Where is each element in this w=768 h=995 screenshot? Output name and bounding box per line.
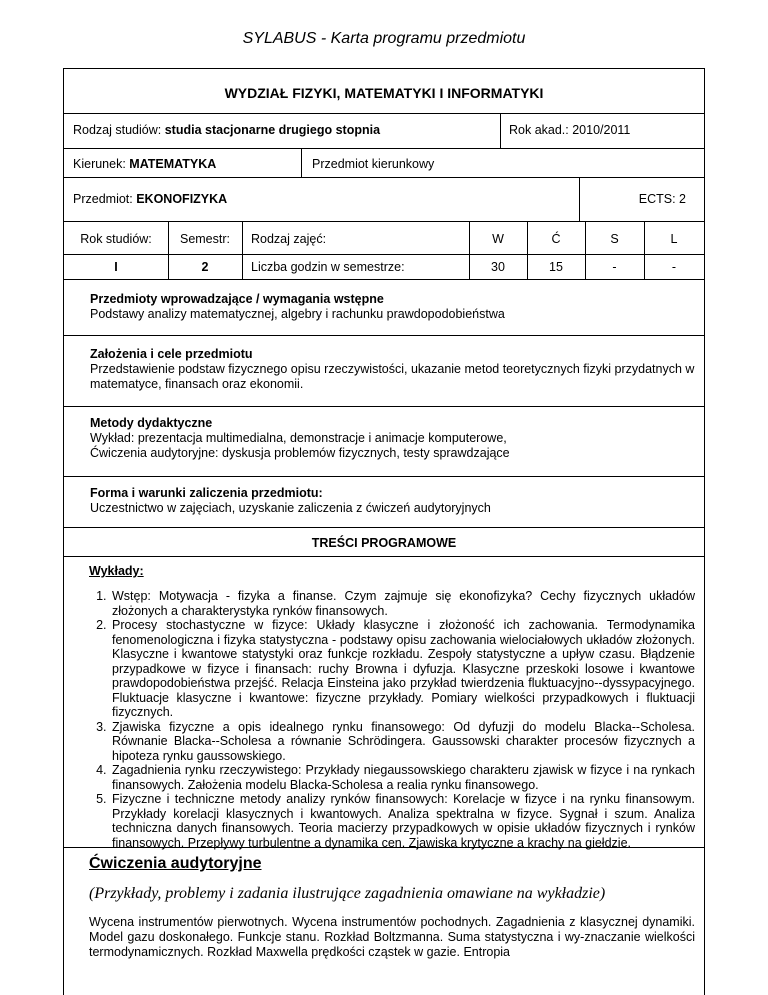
hours-values-row [64,255,704,280]
hours-header-row [64,222,704,255]
faculty-title: WYDZIAŁ FIZYKI, MATEMATYKI I INFORMATYKI [224,85,544,101]
goals-title: Założenia i cele przedmiotu [90,347,253,361]
assessment-text: Uczestnictwo w zajęciach, uzyskanie zaliczenia z ćwiczeń audytoryjnych [90,501,491,515]
content-title: TREŚCI PROGRAMOWE [311,536,457,550]
value-l: - [671,260,677,274]
faculty-row [64,69,704,114]
value-w: 30 [491,260,505,274]
study-type-row [64,113,704,149]
study-type: Rodzaj studiów: studia stacjonarne drugiego stopnia [73,123,381,137]
methods-line-1: Wykład: prezentacja multimedialna, demonstracje i animacje komputerowe, [90,431,507,445]
page-header: SYLABUS - Karta programu przedmiotu [242,30,526,47]
lectures-title: Wykłady: [89,564,144,578]
col-class-type: Rodzaj zajęć: [251,232,327,246]
value-hours-label: Liczba godzin w semestrze: [251,260,405,274]
content-title-row [64,528,704,557]
goals-text: Przedstawienie podstaw fizycznego opisu rzeczywistości, ukazanie metod teoretycznych fizyki przydatnych w matematyce, finansach oraz ekonomii. [90,362,695,391]
col-semester: Semestr: [179,232,230,246]
exercises-section [64,848,704,960]
subject-row [64,178,704,222]
methods-line-2: Ćwiczenia audytoryjne: dyskusja problemów fizycznych, testy sprawdzające [90,446,510,460]
field-row [64,149,704,178]
assessment-section [64,477,704,528]
col-year: Rok studiów: [80,232,152,246]
col-c: Ć [551,232,561,246]
lecture-item: 4. Zagadnienia rynku rzeczywistego: Przykłady niegaussowskiego charakteru zjawisk w fizyce i na rynkach finansowych. Założenia modelu Blacka-Scholesa a realia rynku finansowego. [110,763,695,792]
exercises-title: Ćwiczenia audytoryjne [89,855,262,872]
field-of-study: Kierunek: MATEMATYKA [73,157,217,171]
goals-section [64,336,704,407]
lecture-item: 2. Procesy stochastyczne w fizyce: Układy klasyczne i złożoność ich zachowania. Termodynamika fenomenologiczna i fizyka statystyczna - podstawy opisu zachowania wielociałowych układów złożonych. Klasyczne i kwantowe statystyki oraz funkcje rozkładu. Zespoły statystyczne a upływ czasu. Błądzenie przypadkowe w fizyce i finansach: ruchy Browna i dyfuzja. Klasyczne przeskoki losowe i kwantowe prawdopodobieństwa przejść. Relacja Einsteina jako przykład twierdzenia fluktuacyjno--dyssypacyjnego. Fluktuacje klasyczne i kwantowe: fizyczne przykłady. Pomiary wielkości przypadkowych i fluktuacji fizycznych. [110,618,695,720]
syllabus-card [63,68,705,995]
lecture-item: 1. Wstęp: Motywacja - fizyka a finanse. Czym zajmuje się ekonofizyka? Cechy fizycznych układów złożonych a charakterystyka rynków finansowych. [110,589,695,618]
value-year: I [114,260,118,274]
ects: ECTS: 2 [638,192,686,206]
exercises-text: Wycena instrumentów pierwotnych. Wycena instrumentów pochodnych. Zagadnienia z klasycznej dynamiki. Model gazu doskonałego. Funkcje stanu. Rozkład Boltzmanna. Suma statystyczna i wy-znaczanie wielkości termodynamicznych. Rozkład Maxwella prędkości cząstek w gazie. Entropia [89,915,695,959]
prereq-text: Podstawy analizy matematycznej, algebry i rachunku prawdopodobieństwa [90,307,505,321]
subject: Przedmiot: EKONOFIZYKA [73,192,228,206]
lectures-section [64,557,704,848]
methods-section [64,407,704,477]
col-w: W [492,232,504,246]
academic-year: Rok akad.: 2010/2011 [509,123,631,137]
value-c: 15 [549,260,563,274]
col-l: L [670,232,678,246]
prereq-section [64,280,704,336]
prereq-title: Przedmioty wprowadzające / wymagania wstępne [90,292,384,306]
col-s: S [610,232,619,246]
lectures-list [89,589,695,850]
subject-kind: Przedmiot kierunkowy [312,157,435,171]
lecture-item: 3. Zjawiska fizyczne a opis idealnego rynku finansowego: Od dyfuzji do modelu Blacka--Scholesa. Równanie Blacka--Scholesa a równanie Schrödingera. Gaussowski charakter procesów fizycznych a hipoteza rynku gaussowskiego. [110,720,695,764]
lecture-item: 5. Fizyczne i techniczne metody analizy rynków finansowych: Korelacje w fizyce i na rynku finansowym. Przykłady korelacji klasycznych i kwantowych. Analiza spektralna w fizyce. Sygnał i szum. Analiza techniczna danych finansowych. Teoria macierzy przypadkowych w opisie układów fizycznych i rynków finansowych. Przepływy turbulentne a dynamika cen. Zjawiska krytyczne a krachy na giełdzie. [110,792,695,850]
methods-title: Metody dydaktyczne [90,416,213,430]
assessment-title: Forma i warunki zaliczenia przedmiotu: [90,486,323,500]
value-s: - [612,260,617,274]
value-semester: 2 [201,260,209,274]
exercises-subtitle: (Przykłady, problemy i zadania ilustrujące zagadnienia omawiane na wykładzie) [89,885,606,902]
